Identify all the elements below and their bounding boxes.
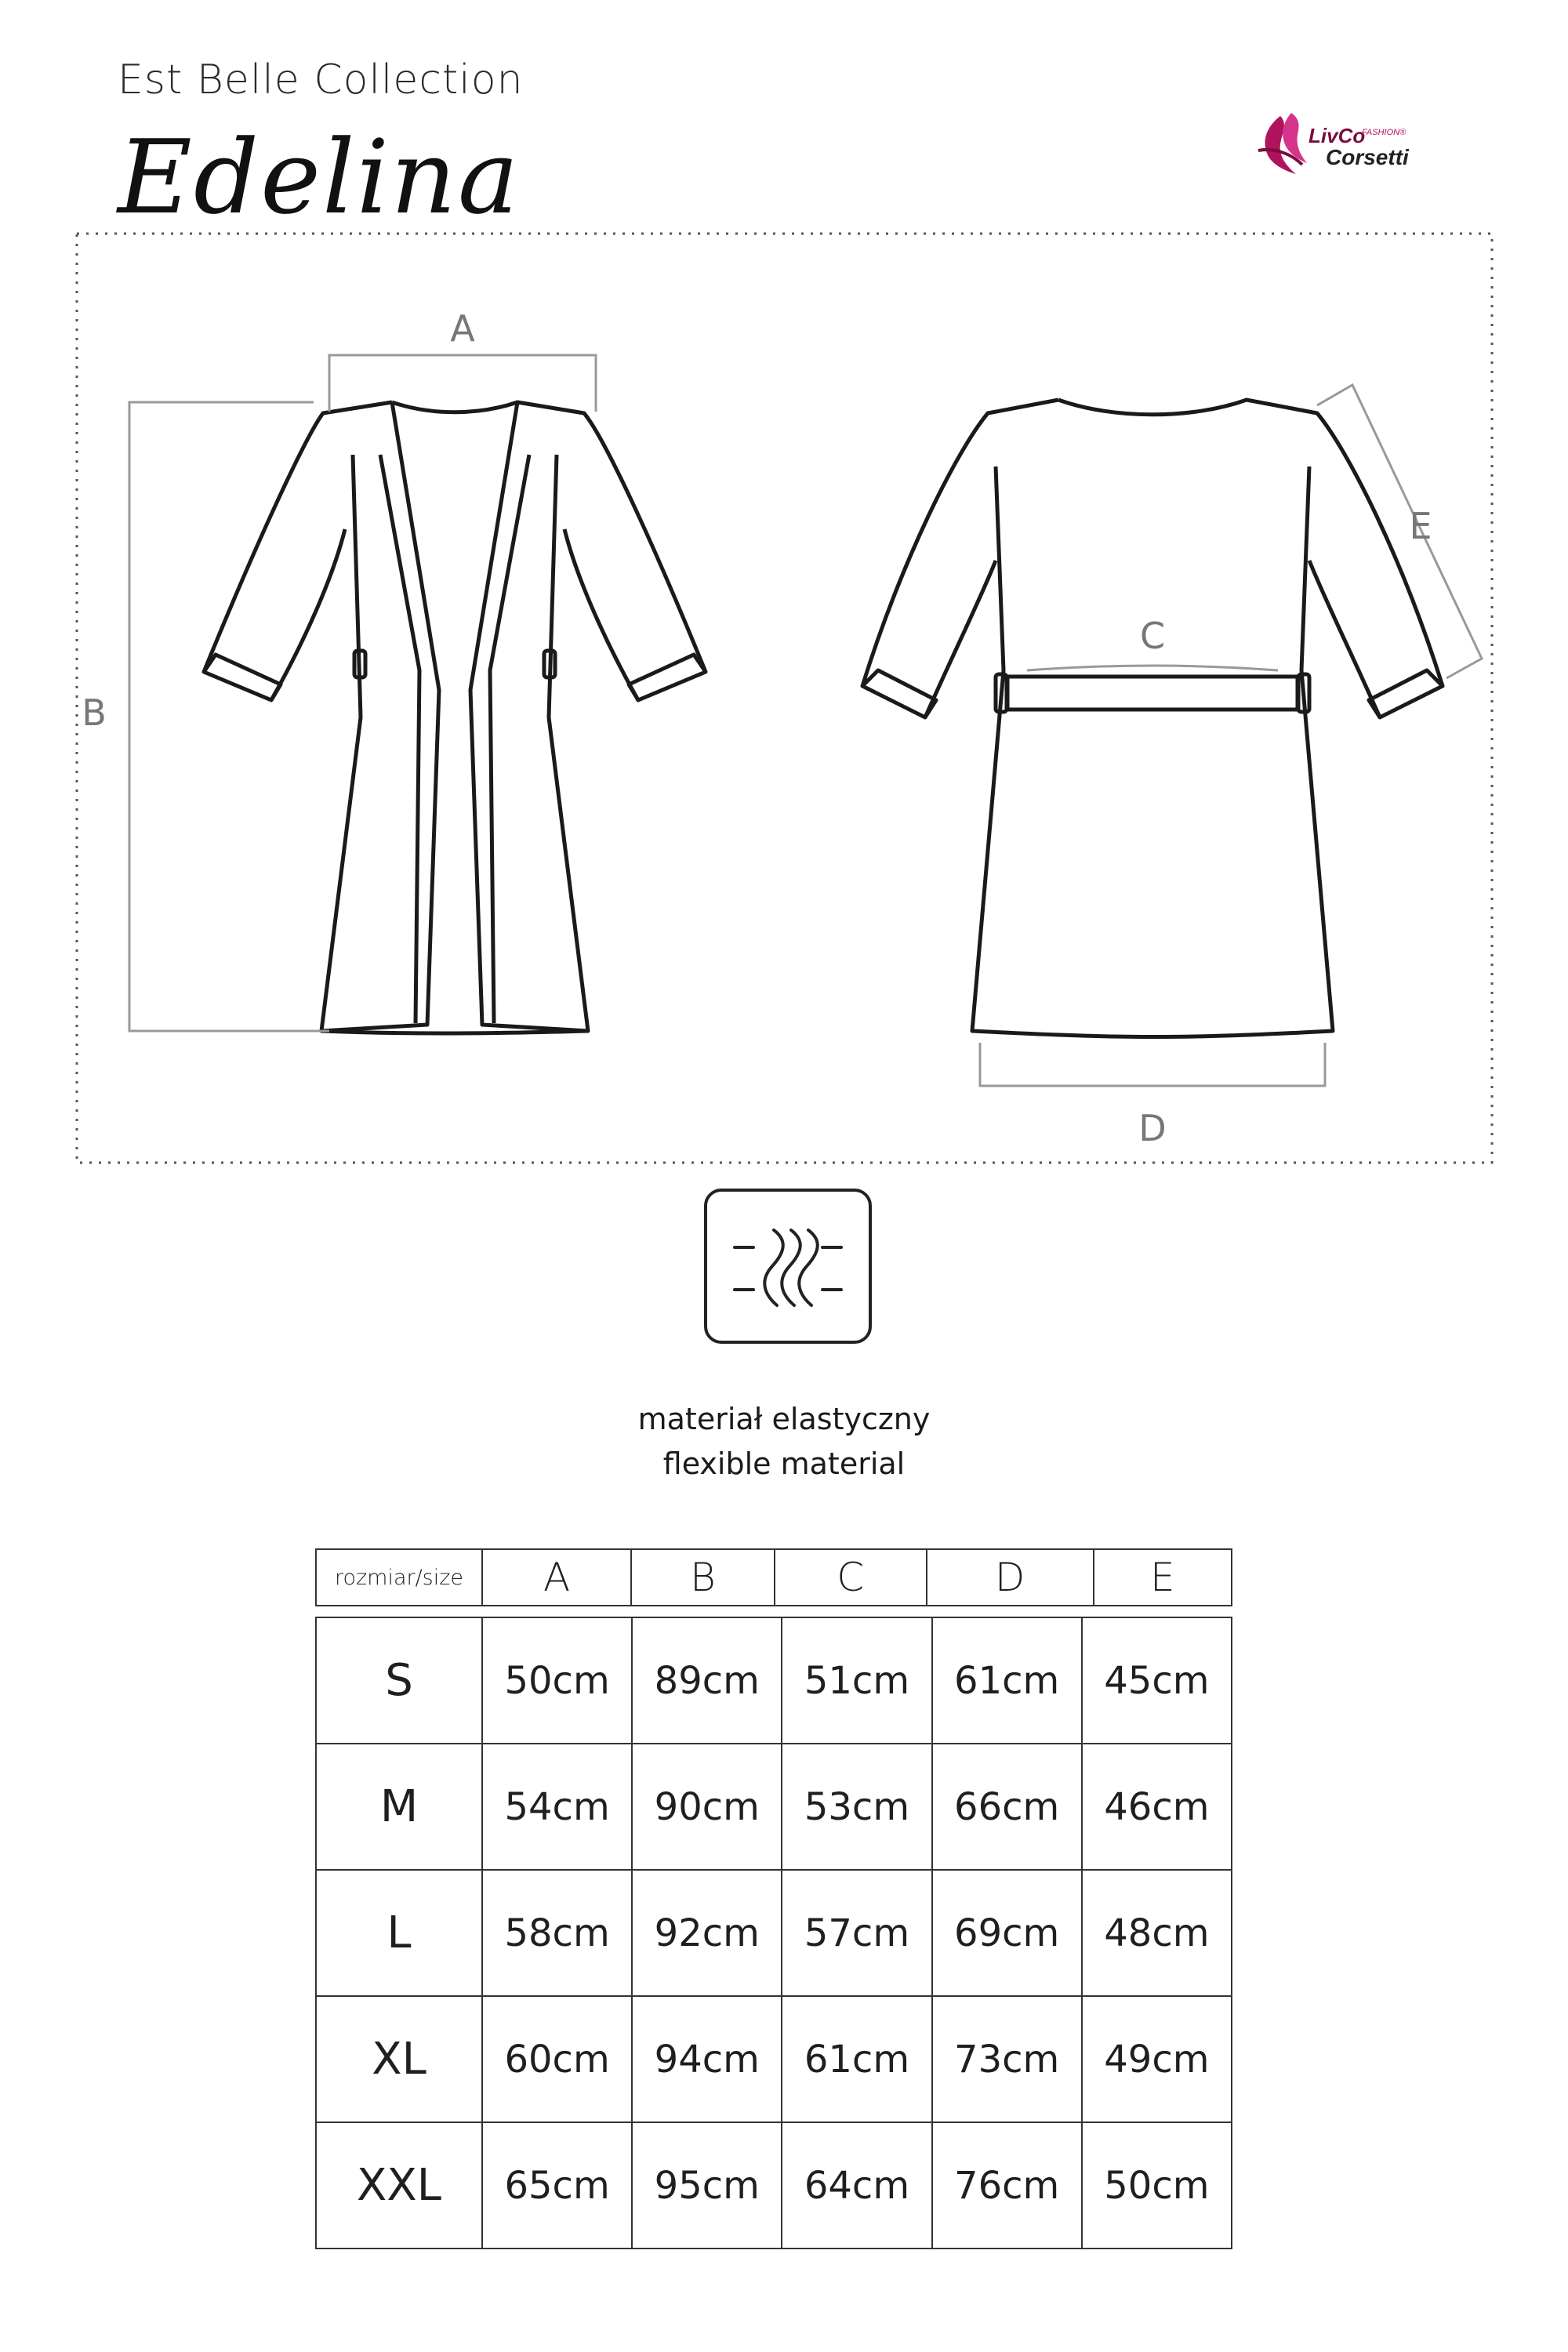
- measure-cell: 64cm: [782, 2122, 931, 2249]
- product-name: Edelina: [118, 118, 521, 237]
- measure-cell: 92cm: [632, 1870, 782, 1996]
- measure-cell: 46cm: [1082, 1744, 1232, 1870]
- measure-cell: 49cm: [1082, 1996, 1232, 2122]
- column-header: B: [631, 1549, 775, 1606]
- measure-cell: 95cm: [632, 2122, 782, 2249]
- column-header: C: [775, 1549, 927, 1606]
- measure-cell: 61cm: [932, 1617, 1082, 1744]
- front-view: [204, 402, 706, 1033]
- material-label-en: flexible material: [662, 1446, 906, 1481]
- column-header: D: [927, 1549, 1094, 1606]
- table-row: [316, 1870, 1232, 1996]
- measure-cell: 76cm: [932, 2122, 1082, 2249]
- measure-cell: 53cm: [782, 1744, 931, 1870]
- measure-cell: 60cm: [482, 1996, 632, 2122]
- measure-cell: 54cm: [482, 1744, 632, 1870]
- measure-cell: 66cm: [932, 1744, 1082, 1870]
- measure-cell: 94cm: [632, 1996, 782, 2122]
- dimension-label-a: A: [450, 307, 475, 350]
- size-cell: XXL: [316, 2122, 482, 2249]
- size-cell: L: [316, 1870, 482, 1996]
- collection-title: Est Belle Collection: [118, 56, 524, 103]
- dimension-label-c: C: [1139, 615, 1166, 657]
- measure-cell: 50cm: [1082, 2122, 1232, 2249]
- measure-cell: 61cm: [782, 1996, 931, 2122]
- table-row: [316, 1996, 1232, 2122]
- dimension-label-d: D: [1138, 1107, 1167, 1149]
- garment-drawing: [71, 231, 1497, 1176]
- size-cell: S: [316, 1617, 482, 1744]
- measure-cell: 45cm: [1082, 1617, 1232, 1744]
- column-header: A: [482, 1549, 631, 1606]
- measure-cell: 73cm: [932, 1996, 1082, 2122]
- size-table-header: [315, 1548, 1232, 1606]
- table-row: [316, 1744, 1232, 1870]
- brand-logo: [1250, 110, 1439, 180]
- measure-cell: 48cm: [1082, 1870, 1232, 1996]
- table-row: [316, 2122, 1232, 2249]
- back-view: [862, 400, 1443, 1037]
- column-header: E: [1094, 1549, 1232, 1606]
- measure-cell: 58cm: [482, 1870, 632, 1996]
- back-dimension-lines: [980, 385, 1482, 1086]
- brand-logo-sup: FASHION®: [1362, 128, 1406, 137]
- measure-cell: 65cm: [482, 2122, 632, 2249]
- size-cell: M: [316, 1744, 482, 1870]
- drawing-frame: [77, 234, 1492, 1163]
- measure-cell: 90cm: [632, 1744, 782, 1870]
- stretch-fabric-icon: [703, 1188, 873, 1345]
- measure-cell: 89cm: [632, 1617, 782, 1744]
- measure-cell: 50cm: [482, 1617, 632, 1744]
- dimension-label-b: B: [82, 691, 107, 734]
- measure-cell: 69cm: [932, 1870, 1082, 1996]
- measure-cell: 51cm: [782, 1617, 931, 1744]
- material-label-pl: materiał elastyczny: [637, 1402, 931, 1436]
- table-row: [316, 1617, 1232, 1744]
- size-corner-label: rozmiar/size: [316, 1549, 482, 1606]
- front-dimension-lines: [129, 355, 596, 1031]
- dimension-label-e: E: [1409, 505, 1432, 547]
- size-table: [315, 1617, 1232, 2249]
- size-cell: XL: [316, 1996, 482, 2122]
- brand-logo-top: LivCo: [1308, 124, 1366, 147]
- brand-logo-bottom: Corsetti: [1326, 145, 1409, 169]
- measure-cell: 57cm: [782, 1870, 931, 1996]
